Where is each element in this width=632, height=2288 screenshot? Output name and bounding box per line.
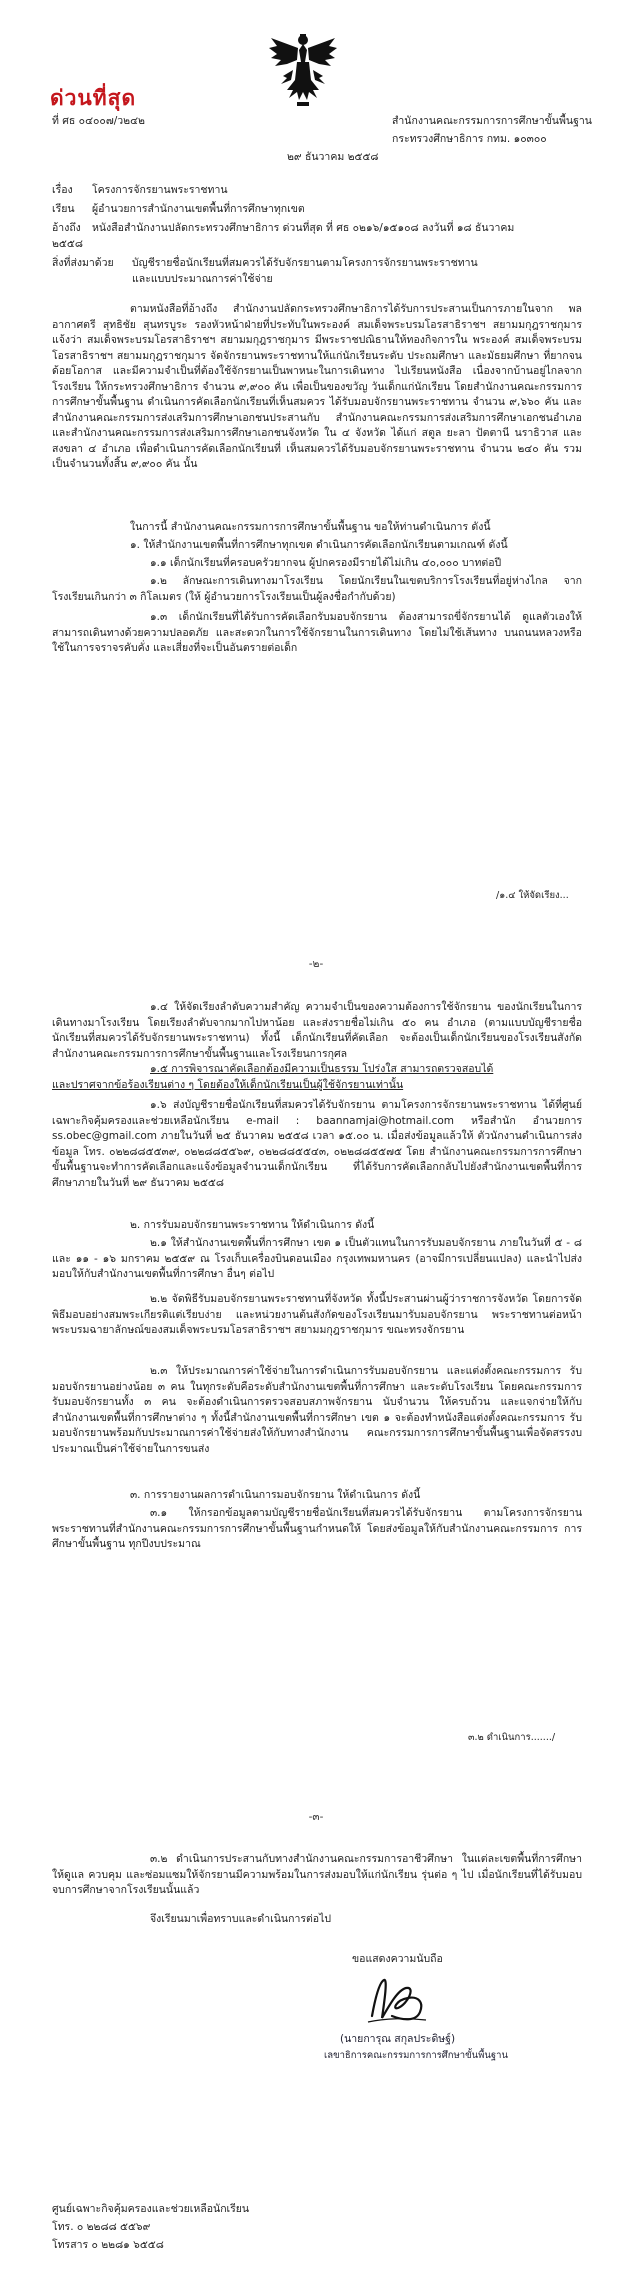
ref-label: อ้างถึง (52, 222, 81, 234)
item-3: ๓. การรายงานผลการดำเนินการมอบจักรยาน ให้ดำเนินการ ดังนี้ (130, 1489, 421, 1501)
item-1-6: ๑.๖ ส่งบัญชีรายชื่อนักเรียนที่สมควรได้รับจักรยาน ตามโครงการจักรยานพระราชทาน ได้ที่ศูนย์เฉพาะกิจคุ้มครองและช่วยเหลือนักเรียน e-mail : baannamjai@hotmail.com หรือสำนัก อำนวยการ ss.obec@gmail.com ภายในวันที่ ๒๕ ธันวาคม ๒๕๕๘ เวลา ๑๕.๐๐ น. เมื่อส่งข้อมูลแล้วให้ ตัวนักงานดำเนินการส่งข้อมูล โทร. ๐๒๒๘๘๕๕๓๙, ๐๒๒๘๘๕๕๖๙, ๐๒๒๘๘๕๕๔๓, ๐๒๒๘๘๕๕๗๕ โดย สำนักงานคณะกรรมการการศึกษาขั้นพื้นฐานจะทำการคัดเลือกและแจ้งข้อมูลจำนวนเด็กนักเรียน ที่ได้รับการคัดเลือกกลับไปยังสำนักงานเขตพื้นที่การศึกษาภายในวันที่ ๒๙ ธันวาคม ๒๕๕๘ (52, 1099, 582, 1189)
continue-note: /๑.๔ ให้จัดเรียง... (496, 890, 569, 901)
office-name: สำนักงานคณะกรรมการการศึกษาขั้นพื้นฐาน (392, 115, 592, 127)
item-3-2: ๓.๒ ดำเนินการประสานกับทางสำนักงานคณะกรรมการอาชีวศึกษา ในแต่ละเขตพื้นที่การศึกษา ให้ดูแล ควบคุม และซ่อมแซมให้จักรยานมีความพร้อมในการส่งมอบให้แก่นักเรียน รุ่นต่อ ๆ ไป เมื่อนักเรียนที่ได้รับมอบ จบการศึกษาจากโรงเรียนนั้นแล้ว (52, 1853, 582, 1896)
item-1-1: ๑.๑ เด็กนักเรียนที่ครอบครัวยากจน ผู้ปกครองมีรายได้ไม่เกิน ๔๐,๐๐๐ บาทต่อปี (150, 557, 502, 569)
closing-line: จึงเรียนมาเพื่อทราบและดำเนินการต่อไป (150, 1913, 332, 1925)
item-2-3: ๒.๓ ให้ประมาณการค่าใช้จ่ายในการดำเนินการรับมอบจักรยาน และแต่งตั้งคณะกรรมการ รับมอบจักรยานอย่างน้อย ๓ คน ในทุกระดับคือระดับสำนักงานเขตพื้นที่การศึกษา และระดับโรงเรียน โดยคณะกรรมการรับมอบจักรยานทั้ง ๓ คน จะต้องดำเนินการตรวจสอบสภาพจักรยาน นับจำนวน ให้ครบถ้วน และแจกจ่ายให้กับสำนักงานเขตพื้นที่การศึกษาต่าง ๆ ทั้งนี้สำนักงานเขตพื้นที่การศึกษา เขต ๑ จะต้องทำหนังสือแต่งตั้งคณะกรรมการ รับมอบจักรยานพร้อมกับประมาณการค่าใช้จ่ายส่งให้กับทางสำนักงาน คณะกรรมการการศึกษาขั้นพื้นฐานเพื่อจัดสรรงบประมาณเป็นค่าใช้จ่ายในการขนส่ง (52, 1365, 582, 1455)
signatory-name: (นายการุณ สกุลประดิษฐ์) (340, 2033, 456, 2045)
intro-paragraph: ตามหนังสือที่อ้างถึง สำนักงานปลัดกระทรวงศึกษาธิการได้รับการประสานเป็นการภายในจาก พลอากาศตรี สุทธิชัย สุนทรบูระ รองหัวหน้าฝ่ายที่ประทับในพระองค์ สมเด็จพระบรมโอรสาธิราชฯ สยามมกุฎราชกุมาร แจ้งว่า สมเด็จพระบรมโอรสาธิราชฯ สยามมกุฎราชกุมาร มีพระราชปณิธานให้ทองกิจการใน พระองค์ สมเด็จพระบรมโอรสาธิราชฯ สยามมกุฎราชกุมาร จัดจักรยานพระราชทานให้แก่นักเรียนระดับ ประถมศึกษา และมัธยมศึกษา ที่ยากจน ด้อยโอกาส และมีความจำเป็นที่ต้องใช้จักรยานเป็นพาหนะในการเดินทาง ไปเรียนหนังสือ เนื่องจากบ้านอยู่ไกลจากโรงเรียน ให้กระทรวงศึกษาธิการ จำนวน ๙,๙๐๐ คัน เพื่อเป็นของขวัญ วันเด็กแก่นักเรียน โดยสำนักงานคณะกรรมการการศึกษาขั้นพื้นฐาน ดำเนินการคัดเลือกนักเรียนที่เห็นสมควร ได้รับมอบจักรยานพระราชทาน จำนวน ๙,๖๖๐ คัน และสำนักงานคณะกรรมการส่งเสริมการศึกษาเอกชนประสานกับ สำนักงานคณะกรรมการส่งเสริมการศึกษาเอกชนอำเภอ และสำนักงานคณะกรรมการส่งเสริมการศึกษาเอกชนจังหวัด ใน ๔ จังหวัด ได้แก่ สตูล ยะลา ปัตตานี นราธิวาส และสงขลา ๔ อำเภอ เพื่อดำเนินการคัดเลือกนักเรียนที่ เห็นสมควรได้รับมอบจักรยานพระราชทาน จำนวน ๒๔๐ คัน รวมเป็นจำนวนทั้งสิ้น ๙,๙๐๐ คัน นั้น (52, 303, 582, 470)
garuda-emblem-icon (267, 30, 339, 110)
doc-number: ที่ ศธ ๐๔๐๐๗/ว๒๔๒ (52, 115, 145, 127)
to-text: ผู้อำนวยการสำนักงานเขตพื้นที่การศึกษาทุกเขต (92, 203, 305, 215)
item-1-3: ๑.๓ เด็กนักเรียนที่ได้รับการคัดเลือกรับมอบจักรยาน ต้องสามารถขี่จักรยานได้ ดูแลตัวเองให้สามารถเดินทางด้วยความปลอดภัย และสะดวกในการใช้จักรยานในการเดินทาง โดยไม่ใช้เส้นทาง บนถนนหลวงหรือใช้ในการจราจรคับคั่ง และเสี่ยงที่จะเป็นอันตรายต่อเด็ก (52, 611, 582, 654)
ref-text-line1: หนังสือสำนักงานปลัดกระทรวงศึกษาธิการ ด่วนที่สุด ที่ ศธ ๐๒๑๖/๑๕๑๐๘ ลงวันที่ ๑๘ ธันวาคม (92, 222, 515, 234)
enclosure-text-line2: และแบบประมาณการค่าใช้จ่าย (132, 273, 273, 285)
footer-fax: โทรสาร ๐ ๒๒๘๑ ๖๕๕๘ (52, 2239, 164, 2251)
item-3-1: ๓.๑ ให้กรอกข้อมูลตามบัญชีรายชื่อนักเรียนที่สมควรได้รับจักรยาน ตามโครงการจักรยาน พระราชทานที่สำนักงานคณะกรรมการการศึกษาขั้นพื้นฐานกำหนดให้ โดยส่งข้อมูลให้กับสำนักงานคณะกรรมการ การศึกษาขั้นพื้นฐาน ทุกปีงบประมาณ (52, 1507, 582, 1550)
page-number-3: -๓- (308, 1811, 324, 1823)
subject-label: เรื่อง (52, 184, 73, 196)
to-label: เรียน (52, 203, 75, 215)
item-1-5-subtext: และปราศจากข้อร้องเรียนต่าง ๆ โดยต้องให้เด็กนักเรียนเป็นผู้ใช้จักรยานเท่านั้น (52, 1079, 404, 1091)
ref-text-line2: ๒๕๕๘ (52, 238, 83, 250)
office-address: กระทรวงศึกษาธิการ กทม. ๑๐๓๐๐ (392, 133, 547, 145)
page-number-2: -๒- (308, 958, 324, 970)
item-2-2: ๒.๒ จัดพิธีรับมอบจักรยานพระราชทานที่จังหวัด ทั้งนี้ประสานผ่านผู้ว่าราชการจังหวัด โดยการจัดพิธีมอบอย่างสมพระเกียรติแต่เรียบง่าย และหน่วยงานต้นสังกัดของโรงเรียนมารับมอบจักรยาน พระราชทานต่อหน้าพระบรมฉายาลักษณ์ของสมเด็จพระบรมโอรสาธิราชฯ สยามมกุฎราชกุมาร ขณะทรงจักรยาน (52, 1293, 582, 1336)
item-1-5-heading: ๑.๕ การพิจารณาคัดเลือกต้องมีความเป็นธรรม โปร่งใส สามารถตรวจสอบได้ (150, 1063, 494, 1075)
item-2: ๒. การรับมอบจักรยานพระราชทาน ให้ดำเนินการ ดังนี้ (130, 1219, 375, 1231)
signatory-position: เลขาธิการคณะกรรมการการศึกษาขั้นพื้นฐาน (324, 2050, 508, 2061)
enclosure-text-line1: บัญชีรายชื่อนักเรียนที่สมควรได้รับจักรยานตามโครงการจักรยานพระราชทาน (132, 257, 478, 269)
urgency-label: ด่วนที่สุด (50, 86, 137, 110)
request-paragraph: ในการนี้ สำนักงานคณะกรรมการการศึกษาขั้นพื้นฐาน ขอให้ท่านดำเนินการ ดังนี้ (130, 521, 491, 533)
footer-phone: โทร. ๐ ๒๒๘๘ ๕๕๖๙ (52, 2221, 151, 2233)
subject-text: โครงการจักรยานพระราชทาน (92, 184, 228, 196)
item-2-1: ๒.๑ ให้สำนักงานเขตพื้นที่การศึกษา เขต ๑ เป็นตัวแทนในการรับมอบจักรยาน ภายในวันที่ ๕ - ๘ และ ๑๑ - ๑๖ มกราคม ๒๕๕๙ ณ โรงเก็บเครื่องบินดอนเมือง กรุงเทพมหานคร (อาจมีการเปลี่ยนแปลง) และนำไปส่งมอบให้กับสำนักงานเขตพื้นที่การศึกษา อื่นๆ ต่อไป (52, 1237, 582, 1280)
footer-unit: ศูนย์เฉพาะกิจคุ้มครองและช่วยเหลือนักเรียน (52, 2203, 250, 2215)
document-date: ๒๙ ธันวาคม ๒๕๕๘ (287, 151, 379, 163)
regards-text: ขอแสดงความนับถือ (352, 1953, 443, 1965)
item-1: ๑. ให้สำนักงานเขตพื้นที่การศึกษาทุกเขต ดำเนินการคัดเลือกนักเรียนตามเกณฑ์ ดังนี้ (130, 539, 508, 551)
item-1-2: ๑.๒ ลักษณะการเดินทางมาโรงเรียน โดยนักเรียนในเขตบริการโรงเรียนที่อยู่ห่างไกล จากโรงเรียนเกินกว่า ๓ กิโลเมตร (ให้ ผู้อำนวยการโรงเรียนเป็นผู้ลงชื่อกำกับด้วย) (52, 575, 582, 603)
signature-icon (362, 1974, 432, 2028)
enclosure-label: สิ่งที่ส่งมาด้วย (52, 257, 114, 269)
continue-note-2: ๓.๒ ดำเนินการ......./ (468, 1732, 556, 1743)
item-1-4: ๑.๔ ให้จัดเรียงลำดับความสำคัญ ความจำเป็นของความต้องการใช้จักรยาน ของนักเรียนในการเดินทางมาโรงเรียน โดยเรียงลำดับจากมากไปหาน้อย และส่งรายชื่อไม่เกิน ๕๐ คน อำเภอ (ตามแบบบัญชีรายชื่อนักเรียนที่สมควรได้รับจักรยานพระราชทาน) ทั้งนี้ เด็กนักเรียนที่คัดเลือก จะต้องเป็นเด็กนักเรียนของโรงเรียนสังกัดสำนักงานคณะกรรมการการศึกษาขั้นพื้นฐานและโรงเรียนการกุศล (52, 1001, 582, 1060)
